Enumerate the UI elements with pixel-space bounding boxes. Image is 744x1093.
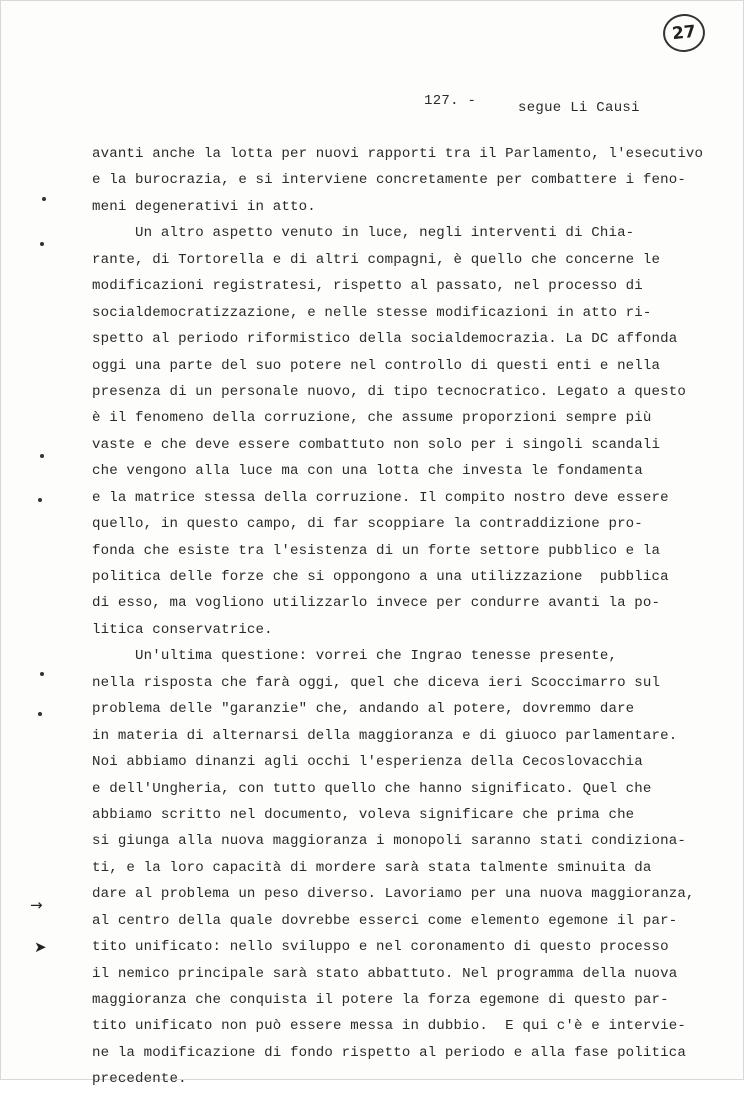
text-line: quello, in questo campo, di far scoppiare la contraddizione pro-: [92, 516, 643, 533]
text-line: il nemico principale sarà stato abbattuto. Nel programma della nuova: [92, 965, 678, 982]
text-line: litica conservatrice.: [92, 621, 273, 638]
margin-dot-mark: [40, 672, 44, 676]
text-line: e la matrice stessa della corruzione. Il compito nostro deve essere: [92, 489, 669, 506]
text-line: e dell'Ungheria, con tutto quello che hanno significato. Quel che: [92, 780, 652, 797]
running-head: segue Li Causi: [518, 100, 640, 116]
text-line: meni degenerativi in atto.: [92, 198, 316, 215]
margin-dot-mark: [40, 454, 44, 458]
text-line: politica delle forze che si oppongono a una utilizzazione pubblica: [92, 569, 669, 585]
text-line: oggi una parte del suo potere nel controllo di questi enti e nella: [92, 357, 661, 374]
text-line: in materia di alternarsi della maggioranza e di giuoco parlamentare.: [92, 727, 678, 744]
margin-dot-mark: [38, 498, 42, 502]
text-line: dare al problema un peso diverso. Lavoriamo per una nuova maggioranza,: [92, 886, 695, 903]
text-line: tito unificato: nello sviluppo e nel coronamento di questo processo: [92, 939, 669, 956]
text-line: avanti anche la lotta per nuovi rapporti tra il Parlamento, l'esecutivo: [92, 146, 704, 162]
margin-dot-mark: [40, 242, 44, 246]
text-line: tito unificato non può essere messa in dubbio. E qui c'è e intervie-: [92, 1018, 686, 1035]
text-line: ti, e la loro capacità di mordere sarà stata talmente sminuita da: [92, 859, 652, 876]
text-line: Un altro aspetto venuto in luce, negli interventi di Chia-: [92, 225, 635, 242]
text-line: di esso, ma vogliono utilizzarlo invece per condurre avanti la po-: [92, 595, 661, 612]
margin-arrow-icon: ➤: [34, 938, 47, 956]
text-line: si giunga alla nuova maggioranza i monopoli saranno stati condiziona-: [92, 833, 686, 850]
text-line: socialdemocratizzazione, e nelle stesse modificazioni in atto ri-: [92, 304, 652, 321]
page-number: 127. -: [424, 93, 477, 109]
text-line: modificazioni registratesi, rispetto al passato, nel processo di: [92, 278, 643, 295]
margin-dot-mark: [38, 712, 42, 716]
text-line: maggioranza che conquista il potere la forza egemone di questo par-: [92, 992, 669, 1008]
margin-arrow-icon: →: [30, 896, 43, 914]
text-line: che vengono alla luce ma con una lotta che investa le fondamenta: [92, 463, 643, 480]
body-text: [92, 141, 732, 1093]
text-line: e la burocrazia, e si interviene concretamente per combattere i feno-: [92, 172, 686, 189]
text-line: vaste e che deve essere combattuto non solo per i singoli scandali: [92, 436, 661, 453]
text-line: al centro della quale dovrebbe esserci come elemento egemone il par-: [92, 912, 678, 929]
text-line: Noi abbiamo dinanzi agli occhi l'esperienza della Cecoslovacchia: [92, 754, 643, 771]
text-line: problema delle "garanzie" che, andando al potere, dovremmo dare: [92, 701, 635, 718]
text-line: Un'ultima questione: vorrei che Ingrao tenesse presente,: [92, 648, 618, 665]
margin-dot-mark: [42, 197, 46, 201]
text-line: precedente.: [92, 1071, 187, 1088]
text-line: nella risposta che farà oggi, quel che diceva ieri Scoccimarro sul: [92, 674, 661, 691]
text-line: rante, di Tortorella e di altri compagni, è quello che concerne le: [92, 251, 661, 268]
text-line: è il fenomeno della corruzione, che assume proporzioni sempre più: [92, 410, 652, 427]
text-line: spetto al periodo riformistico della socialdemocrazia. La DC affonda: [92, 331, 678, 348]
text-line: ne la modificazione di fondo rispetto al periodo e alla fase politica: [92, 1044, 686, 1061]
page-stamp: 27: [661, 12, 707, 54]
text-line: presenza di un personale nuovo, di tipo tecnocratico. Legato a questo: [92, 383, 686, 400]
text-line: abbiamo scritto nel documento, voleva significare che prima che: [92, 806, 635, 823]
text-line: fonda che esiste tra l'esistenza di un forte settore pubblico e la: [92, 542, 661, 559]
